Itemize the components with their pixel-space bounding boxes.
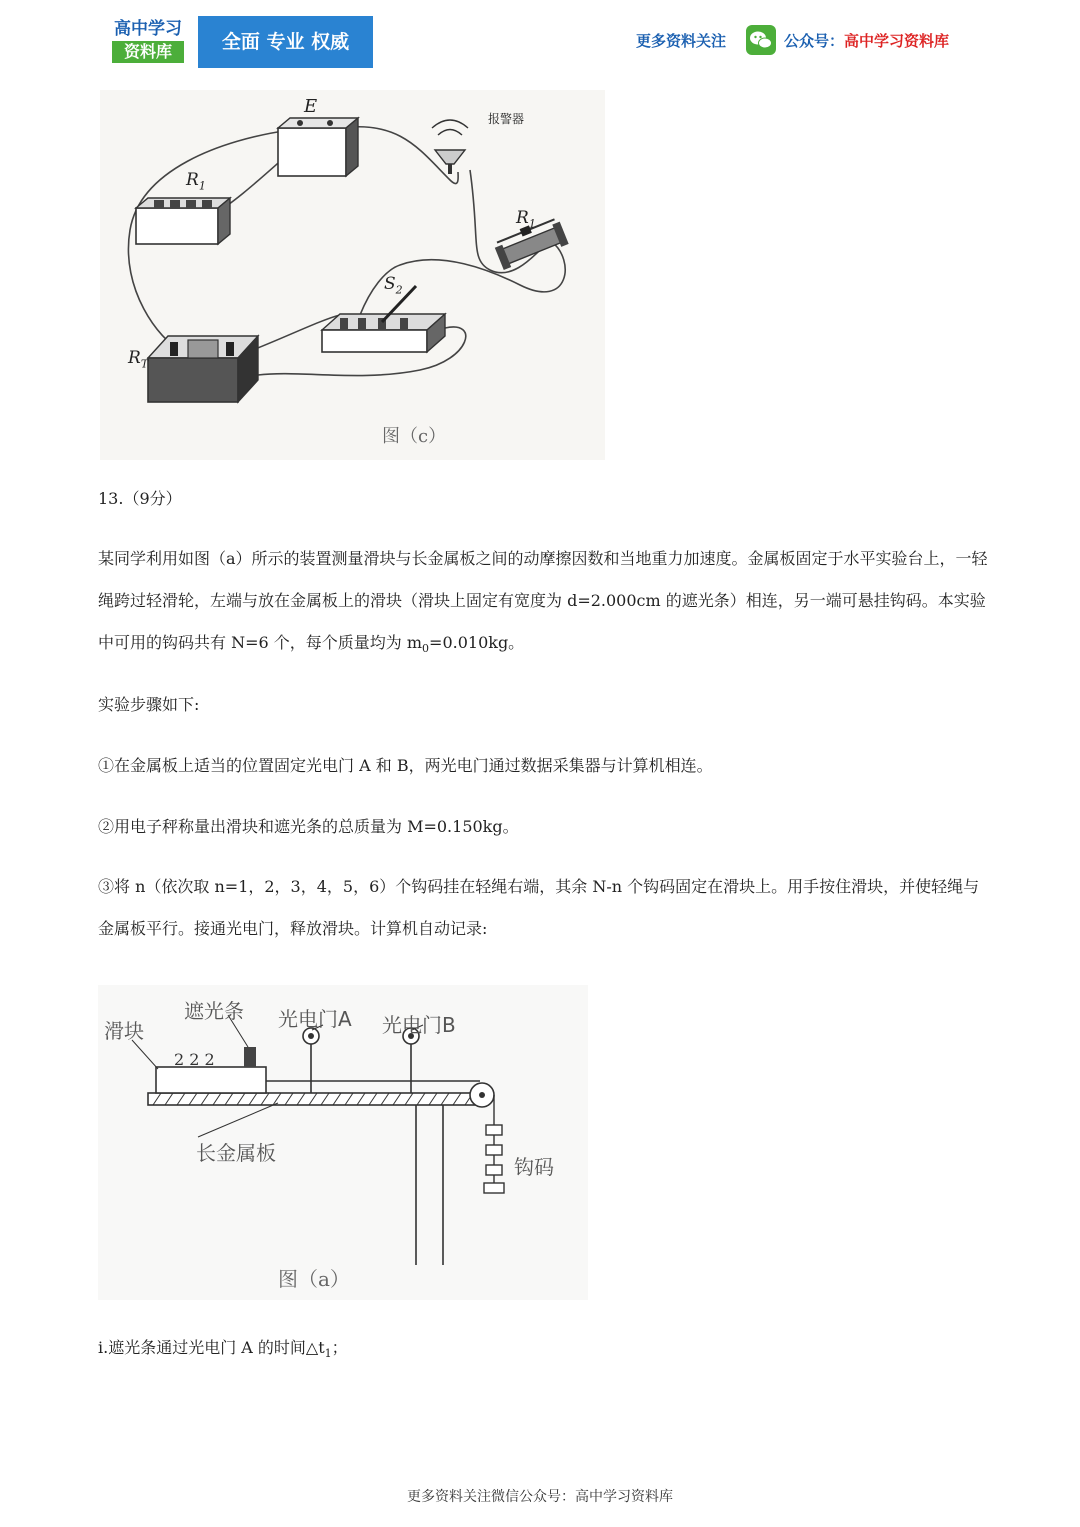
question-number: 13.（9分）: [98, 489, 182, 508]
question-intro: 某同学利用如图（a）所示的装置测量滑块与长金属板之间的动摩擦因数和当地重力加速度。金属板固定于水平实验台上，一轻绳跨过轻滑轮，左端与放在金属板上的滑块（滑块上固定有宽度为 d=2.000cm 的遮光条）相连，另一端可悬挂钩码。本实验中可用的钩码共有 N=6 个，每个质量均为 $m_0=0.010kg$。: [98, 549, 988, 656]
label-alarm: 报警器: [488, 112, 525, 126]
account-info: [784, 30, 949, 51]
wechat-icon: [746, 25, 776, 55]
follow-text: 更多资料关注: [636, 32, 727, 50]
item-i: i.遮光条通过光电门 A 的时间$\triangle t_1$；: [98, 1338, 348, 1361]
label-plate: 长金属板: [196, 1141, 276, 1165]
step-1: ①在金属板上适当的位置固定光电门 A 和 B，两光电门通过数据采集器与计算机相连。: [98, 756, 713, 775]
label-E: E: [304, 96, 318, 117]
label-slider: 滑块: [104, 1019, 144, 1043]
slogan-banner: 全面 专业 权威: [198, 16, 373, 68]
logo: [112, 18, 184, 64]
svg-text:2 2 2: 2 2 2: [174, 1050, 215, 1069]
figure-c: [100, 90, 605, 460]
steps-title: 实验步骤如下:: [98, 695, 200, 714]
label-S2: $S_2$: [384, 274, 403, 297]
label-R2: $R_1$: [516, 208, 536, 231]
account-label: 公众号：: [784, 32, 845, 50]
account-name: 高中学习资料库: [844, 32, 950, 50]
step-3: ③将 n（依次取 n=1，2，3，4，5，6）个钩码挂在轻绳右端，其余 N-n 个钩码固定在滑块上。用手按住滑块，并使轻绳与金属板平行。接通光电门，释放滑块。计算机自动记录:: [98, 877, 980, 938]
figure-c-caption: 图（c）: [382, 426, 447, 447]
label-R1: $R_1$: [186, 170, 206, 193]
label-gate-b: 光电门B: [382, 1013, 456, 1037]
figure-a-caption: 图（a）: [278, 1267, 350, 1291]
label-weights: 钩码: [514, 1155, 554, 1179]
page-footer: 更多资料关注微信公众号：高中学习资料库: [407, 1489, 673, 1505]
label-gate-a: 光电门A: [278, 1007, 352, 1031]
logo-line2: 资料库: [112, 41, 184, 63]
page-header: [0, 0, 1080, 80]
step-2: ②用电子秤称量出滑块和遮光条的总质量为 M=0.150kg。: [98, 817, 519, 836]
figure-a: [98, 985, 588, 1300]
label-strip: 遮光条: [184, 999, 244, 1023]
logo-line1: 高中学习: [114, 19, 182, 39]
label-RT: $R_T$: [128, 348, 149, 371]
